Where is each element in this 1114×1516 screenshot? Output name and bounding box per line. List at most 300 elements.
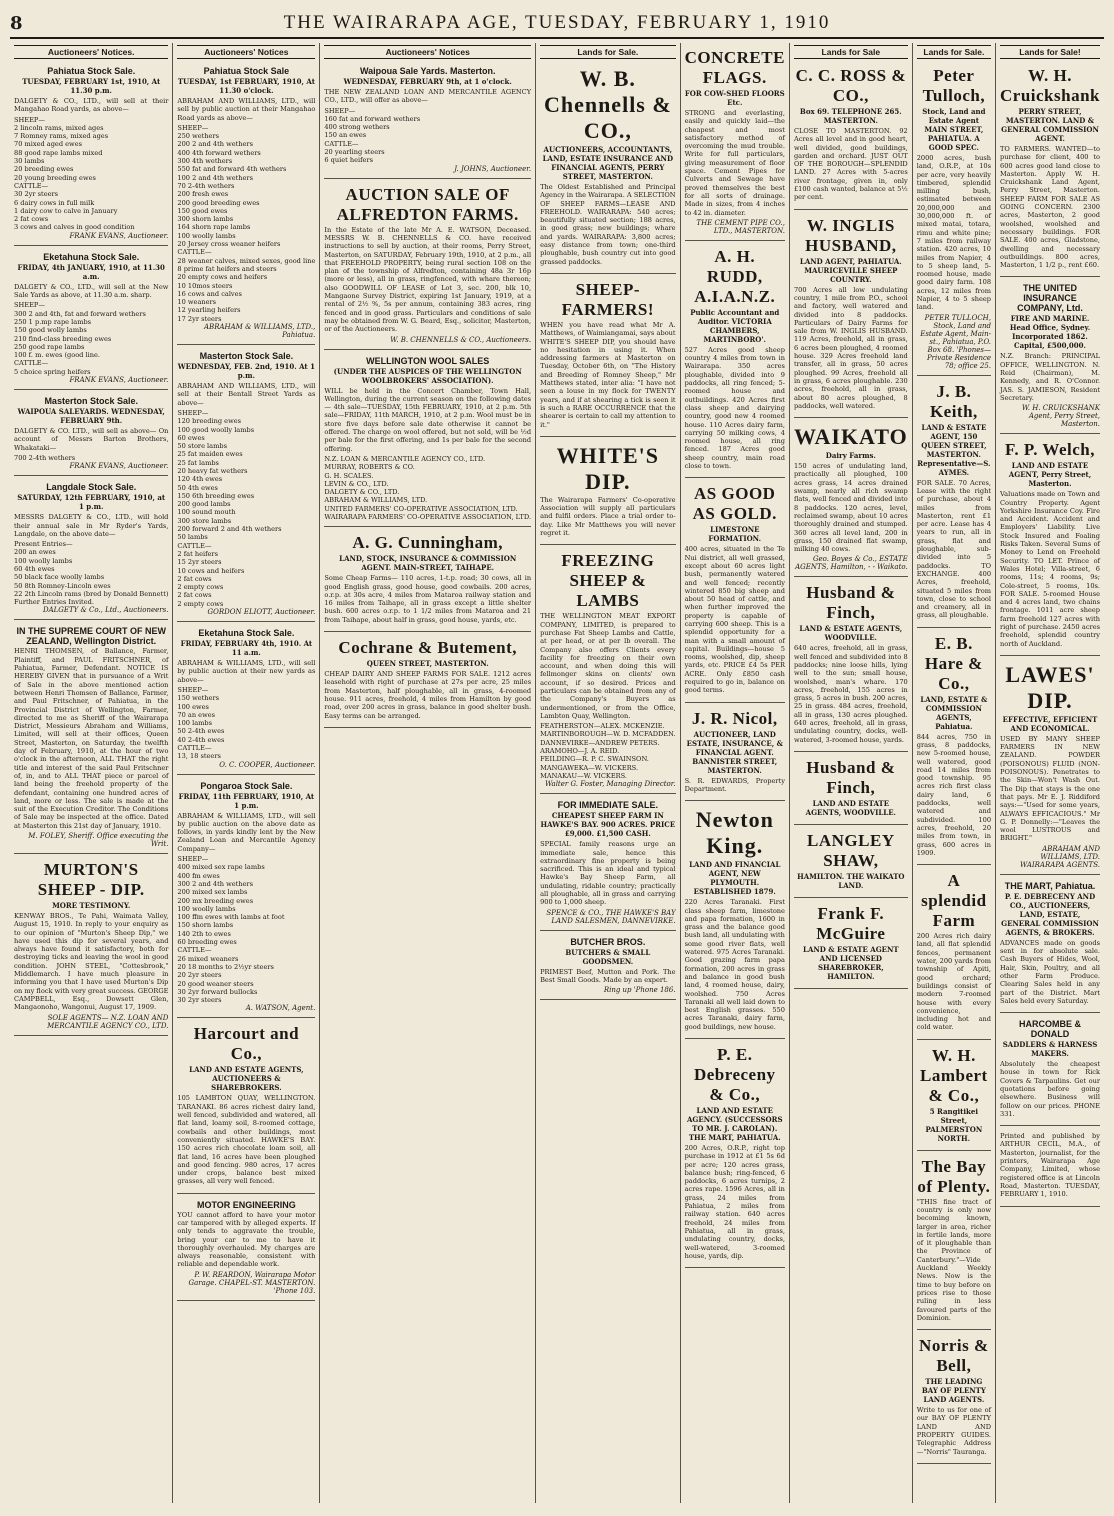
ad-title: Waipoua Sale Yards. Masterton. [359, 66, 496, 76]
advertisement [177, 778, 315, 1019]
ad-body-text: YOU cannot afford to have your motor car tampered with by alleged experts. If only tends to aggravate the trouble, bring your car to me to have it thoroughly overhauled. My charges are always reasonable, consistent with reliable and dependable work. [177, 1210, 316, 1269]
ad-subheading: LAND, ESTATE & COMMISSION AGENTS, Pahiatua. [920, 694, 988, 731]
ad-list-line: 100 ewes [177, 702, 209, 711]
ad-body-text: TO FARMERS. WANTED—to purchase for client, 400 to 600 acres good land close to Masterton. Apply W. H. Cruickshank Land Agent, Perry Street, Masterton. SHEEP FARM FOR SALE AS GOING CONCERN. 2300 acres, Masterton, 2 good woolshed, woolshed and necessary buildings. FOR SALE. 400 acres, Gladstone, dwelling and necessary outbuildings. 800 acres, Masterton, 1 1/2 p., rent £60. [1000, 145, 1100, 270]
ad-title: Pahiatua Stock Sale. [47, 66, 136, 76]
ad-list-line: SHEEP— [177, 855, 209, 864]
advertisement [324, 182, 531, 350]
ad-list-line: SHEEP— [177, 685, 209, 694]
ad-body-text: THE WELLINGTON MEAT EXPORT COMPANY, LIMITED, is prepared to purchase Fat Sheep Lambs and Cattle, at per head, or at per lb overall. The Company also offers Clients every facility for freezing on their own account, and when doing this will fellmonger skins on clients' own account, if so desired. Prices and particulars can be obtained from any of the Company's Buyers as undermentioned, or from the Office, Lambton Quay, Wellington. [540, 612, 676, 720]
advertisement [1000, 63, 1100, 277]
ad-subheading: Box 69. TELEPHONE 265. MASTERTON. [799, 107, 902, 125]
ad-list-line: 2 fat cows [177, 591, 212, 600]
ad-list-line: MANGAWEKA—W. VICKERS. [540, 763, 639, 772]
ad-body-text: Some Cheap Farms— 110 acres, 1-t.p. road; 30 cows, all in good English grass, good house, good cowbails. 200 acres, o.r.p. at 30s acre, 4 miles from Mataroa railway station and 16 miles from Taihape, all in grass except a little shelter bush. 600 acres o.r.p. to 1 1/2 miles from Mataroa and 21 from Taihape, about half in grass, good house, yards, etc. [324, 574, 532, 624]
ad-title: BUTCHER BROS. [570, 936, 646, 947]
ad-signature: P. W. REARDON, Wairarapa Motor Garage. CHAPEL-ST. MASTERTON. 'Phone 103. [188, 1270, 316, 1295]
ad-body-text: 150 acres of undulating land, practically all ploughed, 100 acres grass, 14 acres drained swamp, nearly all rich swamp flats, well fenced and divided into 8 paddocks. 120 acres, level, reclaimed swamp, about 10 acres thoroughly drained and stumped. 360 acres all level land, 200 in grass, 150 drained flat swamp, milking 40 cows. [793, 462, 908, 554]
ad-subheading: FOR COW-SHED FLOORS Etc. [684, 89, 785, 107]
ad-subheading: WEDNESDAY, FEB. 2nd, 1910. At 1 p.m. [177, 362, 315, 381]
ad-body-text: Printed and published by ARTHUR CECIL, M.A., of Masterton, journalist, for the printers, Wairarapa Age Company, Limited, whose registered office is at Lincoln Road, Masterton. TUESDAY, FEBRUARY 1, 1910. [1000, 1132, 1100, 1199]
ad-list-line: 100 good woolly lambs [177, 425, 255, 434]
ad-list-line: 200 forward 2 and 4th wethers [177, 525, 282, 534]
ad-body-text: MESSRS DALGETY & CO., LTD., will hold their annual sale in Mr Ryder's Yards, Langdale, on the above date— [14, 513, 169, 538]
ad-list-line: LEVIN & CO., LTD. [324, 479, 389, 488]
ad-list-line: 300 2 and 4th, fat and forward wethers [14, 309, 146, 318]
advertisement [794, 901, 908, 989]
ad-title: Frank F. McGuire [816, 903, 886, 943]
ad-body-text: In the Estate of the late Mr A. E. WATSON, Deceased. MESSRS W. B. CHENNELLS & CO. have received instructions to sell by auction, at their rooms, Perry Street, Masterton, on SATURDAY, February 19th, 1910, at 2 p.m., all that FREEHOLD PROPERTY, being rural section 108 on the plan of the township of Alfredton, containing 48a 3r 16p (more or less), all in grass, ringfenced, with whare thereon; also GOODWILL OF LEASE of Lot 3, sec. 200, blk 10, Mangaone Survey District, expiring 1st January, 1919, at a rental of 2½ %, 5s per annum, containing 383 acres, ring fenced and in good grass. Particulars and conditions of sale may be obtained from W. G. Beard, Esq., solicitor, Masterton, or of the Auctioneers. [324, 225, 532, 334]
ad-list-line: DALGETY & CO., LTD. [324, 488, 400, 497]
ad-subheading: 5 Rangitikei Street, PALMERSTON NORTH. [925, 1106, 983, 1143]
ad-subheading: LAND AND ESTATE AGENTS, WOODVILLE. [805, 798, 896, 817]
ad-list-line: CATTLE— [177, 248, 212, 257]
ad-list-line: 40 2-4th ewes [177, 735, 225, 744]
ad-body-text: PRIMEST Beef, Mutton and Pork. The Best Small Goods. Made by an expert. [540, 967, 676, 984]
ad-title: Masterton Stock Sale. [44, 396, 138, 407]
ad-body-text: Absolutely the cheapest house in town for Rick Covers & Tarpaulins. Get our quotations before going elsewhere. Business will follow on our prices. PHONE 331. [1000, 1060, 1100, 1118]
ad-list-line: 5 choice spring heifers [14, 367, 91, 376]
ad-list-line: 17 2yr steers [177, 314, 222, 323]
ad-body-text: The Oldest Established and Principal Agency in the Wairarapa. A SELECTION OF SHEEP FARMS—LEASE AND FREEHOLD. WAIRARAPA: 540 acres; beautifully situated section; 188 acres, in good grass; new buildings; whare and yards. WAIRARAPA: 3,800 acres; easy distance from town; one-third ploughable, bush country cut into good grassed paddocks. [540, 183, 676, 266]
ad-title: WHITE'S DIP. [556, 442, 660, 494]
ad-list-line: 20 heavy fat wethers [177, 466, 248, 475]
ad-title: Newton King. [695, 807, 774, 859]
ad-list-line: MANAKAU—W. VICKERS. [540, 771, 628, 780]
advertisement [177, 625, 315, 775]
ad-list-line: SHEEP— [177, 408, 209, 417]
ad-list-line: 30 2yr steers [177, 996, 222, 1005]
advertisement [177, 1197, 315, 1301]
newspaper-title: THE WAIRARAPA AGE, TUESDAY, FEBRUARY 1, 1910 [283, 12, 831, 33]
ad-title: Eketahuna Stock Sale. [198, 628, 295, 639]
ad-title: AUCTION SALE OF ALFREDTON FARMS. [336, 184, 519, 224]
ad-list-line: 70 an ewes [177, 710, 216, 719]
ad-list-line: 160 fat and forward wethers [324, 114, 421, 123]
ad-subheading: EFFECTIVE, EFFICIENT AND ECONOMICAL. [1002, 714, 1098, 733]
ad-list-line: 12 yearling heifers [177, 306, 241, 315]
ad-body-text: ABRAHAM AND WILLIAMS, LTD., will sell by public auction at their Mangahao Road yards as above— [177, 97, 316, 122]
ad-list-line: 50 lambs [177, 533, 208, 542]
advertisement [177, 63, 315, 345]
advertisement [540, 934, 676, 1001]
ad-list-line: 100 woolly lambs [14, 556, 73, 565]
ad-body-text: 200 Acres, O.R.P., right top purchase in 1912 at £1 5s 6d per acre; 120 acres grass, balance bush; ring-fenced, 6 paddocks, 6 acres turnips, 2 acres rape. 1596 Acres, all in grass, 24 miles from Pahiatua, 2 miles from railway station. 640 acres freehold, 24 miles from Pahiatua, all in grass, undulating country, docks, well-watered, 3-roomed house, yards, dip. [684, 1144, 785, 1260]
ad-list-line: MURRAY, ROBERTS & CO. [324, 463, 415, 472]
column-heading: Lands for Sale [794, 45, 908, 59]
advertisement [685, 706, 785, 802]
ad-list-line: 100 sound mouth [177, 508, 236, 517]
ad-title: Pongaroa Stock Sale. [200, 780, 293, 791]
ad-list-line: 210 find-class breeding ewes [14, 334, 112, 343]
column-heading: Lands for Sale. [540, 45, 676, 59]
ad-title: C. C. ROSS & CO., [795, 66, 907, 105]
ad-signature: SOLE AGENTS— N.Z. LOAN AND MERCANTILE AGENCY CO., LTD. [47, 1013, 169, 1030]
column-8 [996, 43, 1104, 1503]
ad-list-line: 20 breeding ewes [14, 165, 74, 174]
ad-body-text: 220 Acres Taranaki. First class sheep farm, limestone and papa formation, 1600 in grass and the balance good bush land, all undulating with some good river flats, well watered. 975 Acres Taranaki. Good grazing farm papa formation, 200 acres in grass and balance in good bush land, 4 roomed house, dairy, woolshed. 750 Acres Taranaki all well laid down to best English grasses. 550 acres Taranaki, dairy farm, good buildings, new house. [684, 898, 785, 1031]
ad-title: A. H. RUDD, A.I.A.N.Z. [694, 246, 776, 306]
ad-signature: O. C. COOPER, Auctioneer. [219, 760, 316, 769]
ad-list-line: 400 strong wethers [324, 123, 390, 132]
ad-list-line: 400 4th forward wethers [177, 148, 261, 157]
ad-subheading: P. E. DEBRECENY AND CO., AUCTIONEERS, LAND, ESTATE, GENERAL COMMISSION AGENTS, & BROKERS. [1001, 891, 1099, 937]
column-6 [790, 43, 913, 1503]
ad-list-line: Further Entries Invited. [14, 598, 94, 607]
ad-title: F. P. Welch, [1005, 440, 1095, 460]
ad-list-line: CATTLE— [14, 359, 49, 368]
ad-title: W. B. Chennells & CO., [543, 66, 672, 143]
ad-list-line: CATTLE— [14, 181, 49, 190]
ad-list-line: 250 wethers [177, 132, 219, 141]
column-1 [10, 43, 173, 1503]
column-grid [10, 43, 1104, 1503]
ad-signature: FRANK EVANS, Auctioneer. [69, 231, 169, 240]
ad-body-text: USED BY MANY SHEEP FARMERS IN NEW ZEALAND. POWDER (POISONOUS) FLUID (NON-POISONOUS). Penetrates to the Skin—Won't Wash Out. The Dip that stays is the one that pays. Mr E. J. Riddiford says:—"Used for some years, ALWAYS EFFICACIOUS." Mr G. P. Donnelly:—"Leaves the wool LUSTROUS and BRIGHT." [1000, 734, 1100, 843]
ad-list-line: 25 fat lambs [177, 458, 219, 467]
ad-list-line: 150 an ewes [324, 131, 367, 140]
ad-body-text: DALGETY & CO., LTD., will sell at their Mangahao Road yards, as above— [14, 97, 169, 114]
ad-title: LANGLEY SHAW, [807, 830, 895, 870]
ad-subheading: FRIDAY, FEBRUARY 4th, 1910. At 11 a.m. [180, 639, 313, 658]
ad-body-text: CLOSE TO MASTERTON. 92 Acres all level and in good heart, well divided, good buildings, garden and orchard. JUST OUT OF THE BOROUGH—SPLENDID LAND. 27 Acres with 5-acres river frontage, given in, only £100 cash wanted, balance at 5½ per cent. [793, 127, 908, 202]
ad-list-line: 22 2th Lincoln rams (bred by Donald Bennett) [14, 589, 169, 598]
ad-title: Pahiatua Stock Sale [203, 66, 290, 76]
ad-subheading: THE LEADING BAY OF PLENTY LAND AGENTS. [921, 1377, 986, 1405]
ad-list-line: 20 Jersey cross weaner heifers [177, 240, 281, 249]
ad-subheading: LAND & ESTATE AGENT, 150 QUEEN STREET, MASTERTON. Representative—S. AYMES. [917, 422, 991, 477]
ad-signature: M. FOLEY, Sheriff. Office executing the Writ. [28, 832, 169, 848]
ad-subheading: FRIDAY, 4th JANUARY, 1910, at 11.30 a.m. [17, 262, 165, 281]
ad-subheading: HAMILTON. THE WAIKATO LAND. [797, 871, 905, 890]
ad-subheading: LIMESTONE FORMATION. [708, 525, 762, 544]
ad-title: MURTON'S SHEEP - DIP. [37, 860, 145, 899]
ad-body-text: 2000 acres, bush land, O.R.P., at 10s per acre, very heavily timbered, splendid milling bush, estimated between 20,000,000 and 30,000,000 ft. of mixed matai, totara, rimu and white pine; 7 miles from railway station. 420 acres, 10 miles from Napier, 4 to 5 sheep land, 5-roomed house, made good dairy farm. 108 acres, 12 miles from Napier, 4 to 5 sheep land. [916, 154, 992, 312]
advertisement [1000, 878, 1100, 1013]
ad-signature: Ring up 'Phone 186. [603, 986, 676, 995]
advertisement [324, 635, 531, 728]
ad-body-text: 400 acres, situated in the Te Nui district, all well grassed, except about 60 acres light bush, permanently watered and well fenced; recently wintered 850 big sheep and about 50 head of cattle, and when further improved the property is capable of carrying 600 sheep. This is a splendid opportunity for a man with a small amount of capital. Buildings—house 5 rooms, woolshed, dip, sheep yards, etc. PRICE £4 5s PER ACRE. Only £850 cash required to go in, balance on good terms. [684, 545, 785, 695]
ad-subheading: SATURDAY, 12th FEBRUARY, 1910, at 1 p.m. [17, 493, 166, 512]
ad-subheading: LAND, STOCK, INSURANCE & COMMISSION AGENT. MAIN-STREET, TAIHAPE. [339, 554, 517, 573]
ad-subheading: Dairy Farms. [825, 451, 876, 461]
ad-list-line: 2 lincoln rams, mixed ages [14, 123, 104, 132]
ad-list-line: 120 4th ewes [177, 475, 223, 484]
ad-list-line: 30 lambs [14, 157, 45, 166]
ad-list-line: 8 prime fat heifers and steers [177, 264, 277, 273]
ad-list-line: 20 18 months to 2½yr steers [177, 962, 274, 971]
ad-title: Cochrane & Butement, [338, 638, 517, 658]
ad-list-line: 50 8th Romney-Lincoln ewes [14, 581, 111, 590]
ad-title: MOTOR ENGINEERING [196, 1199, 296, 1210]
advertisement [14, 479, 168, 620]
ad-subheading: TUESDAY, FEBRUARY 1st, 1910, At 11.30 p.m. [22, 77, 161, 95]
ad-list-line: 2 fat cows [177, 574, 212, 583]
ad-list-line: Present Entries— [14, 540, 73, 549]
ad-list-line: 16 cows and calves [177, 289, 242, 298]
ad-signature: J. JOHNS, Auctioneer. [454, 164, 532, 173]
ad-list-line: 50 store lambs [177, 442, 227, 451]
ad-list-line: 20 2yr steers [177, 971, 222, 980]
ad-subheading: AUCTIONEER, LAND ESTATE, INSURANCE, & FINANCIAL AGENT. BANNISTER STREET, MASTERTON. [686, 729, 783, 775]
advertisement [917, 1333, 991, 1464]
column-5 [681, 43, 790, 1503]
ad-list-line: 400 fm ewes [177, 871, 220, 880]
ad-title: Eketahuna Stock Sale. [43, 251, 140, 262]
ad-list-line: 3 cows and calves in good condition [14, 223, 135, 232]
ad-subheading: Public Accountant and Auditor. VICTORIA CHAMBERS, MARTINBORO'. [690, 307, 780, 344]
ad-body-text: 844 acres, 750 in grass, 8 paddocks, new 5-roomed house, well watered, good road 14 miles from good township. 95 acres rich first class dairy land, 6 paddocks, well watered and subdivided. 100 acres, freehold, 20 miles from town, in grass, 600 acres in 1909. [916, 732, 992, 857]
ad-signature: W. H. CRUICKSHANK Agent, Perry Street, Masterton. [1021, 404, 1100, 429]
ad-title: P. E. Debreceny & Co., [693, 1045, 776, 1104]
ad-subheading: LAND AND ESTATE AGENCY. (SUCCESSORS TO MR. J. CAROLAN). THE MART, PAHIATUA. [686, 1106, 783, 1142]
advertisement [794, 580, 908, 752]
ad-signature: THE CEMENT PIPE CO., LTD., MASTERTON. [696, 218, 785, 235]
ad-list-line: 150 good wolly lambs [14, 326, 87, 335]
ad-body-text: SPECIAL family reasons urge an immediate sale, hence this extraordinary fine property is being sacrificed. This is an ideal and typical Hawke's Bay Sheep Farm, all undulating, ridable country; practically all ploughable, all in grass and carrying 900 to 1,000 sheep. [540, 840, 676, 907]
ad-title: SHEEP-FARMERS! [561, 279, 655, 319]
ad-title: IN THE SUPREME COURT OF NEW ZEALAND, Wellington District. [16, 626, 166, 647]
advertisement [1000, 659, 1100, 875]
ad-title: A. G. Cunningham, [352, 533, 504, 553]
ad-list-line: CATTLE— [324, 139, 359, 148]
ad-body-text: Write to us for one of our BAY OF PLENTY LAND AND PROPERTY GUIDES. Telegraphic Address—"Norris" Tauranga. [916, 1406, 992, 1456]
ad-list-line: 150 good ewes [177, 206, 228, 215]
ad-subheading: BUTCHERS & SMALL GOODSMEN. [565, 947, 651, 966]
ad-list-line: 25 fat maiden ewes [177, 450, 243, 459]
advertisement [917, 63, 991, 376]
ad-body-text: STRONG and everlasting, easily and quickly laid—the cheapest and most satisfactory method of overcoming the mud trouble. Write for full particulars, giving measurement of floor space. Cement Pipes for Culverts and Sewage have proved themselves the best for all sorts of drainage. Made in sizes, from 4 inches to 42 in. diameter. [684, 109, 785, 217]
ad-body-text: CHEAP DAIRY AND SHEEP FARMS FOR SALE. 1212 acres leasehold with right of purchase at 27s per acre, 25 miles from Masterton, half ploughable, all in grass, 4-roomed house. 911 acres, freehold, 4 miles from Hamilton by good road, over 200 acres in grass, balance in good shelter bush. Easy terms can be arranged. [324, 670, 532, 720]
ad-list-line: 88 good rape lambs mixed [14, 148, 103, 157]
ad-list-line: 550 fat and forward 4th wethers [177, 165, 287, 174]
column-heading: Auctioneers' Notices [324, 45, 531, 59]
ad-list-line: FEATHERSTON—ALEX. MCKENZIE. [540, 722, 665, 731]
ad-list-line: CATTLE— [177, 541, 212, 550]
ad-list-line: 26 mixed weaners [177, 954, 239, 963]
ad-body-text: DALGETY & CO. LTD., will sell as above— On account of Messrs Barton Brothers, Whakataki— [14, 427, 169, 452]
ad-list-line: 1 dairy cow to calve in January [14, 206, 118, 215]
ad-list-line: ARAMOHO—J. A. REID. [540, 747, 620, 756]
ad-title: THE MART, Pahiatua. [1004, 880, 1096, 891]
column-heading: Auctioneers' Notices [177, 45, 315, 59]
ad-list-line: 300 store lambs [177, 516, 232, 525]
ad-subheading: Stock, Land and Estate Agent MAIN STREET, PAHIATUA. A GOOD SPEC. [922, 107, 986, 152]
ad-subheading: LAND AND ESTATE AGENT, Perry Street, Masterton. [1008, 461, 1092, 489]
ad-list-line: 200 2 and 4th wethers [177, 140, 253, 149]
ad-title: AS GOOD AS GOLD. [692, 484, 777, 524]
ad-list-line: 50 2-4th ewes [177, 727, 225, 736]
advertisement [540, 548, 676, 794]
ad-title: Husband & Finch, [806, 757, 896, 797]
ad-body-text: 700 Acres all low undulating country, 1 mile from P.O., school and factory, well watered and divided into 8 paddocks. Particulars of Dairy Farms for sale from W. INGLIS HUSBAND. 119 Acres, freehold, all in grass, 6 acres been ploughed, 4 roomed house. 329 Acres freehold land transfer, all in grass, 50 acres ploughed. 99 Acres, freehold all in grass, 6 acres ploughable. 230 acres, freehold, all in grass, about 80 acres ploughed, 8 paddocks, well watered. [793, 285, 908, 410]
advertisement [540, 797, 676, 930]
ad-list-line: 2 fat heifers [177, 549, 218, 558]
ad-list-line: G. H. SCALES. [324, 471, 374, 480]
ad-list-line: 10 weaners [177, 298, 217, 307]
advertisement [794, 828, 908, 898]
ad-body-text: DALGETY & CO., LTD., will sell at the New Sale Yards as above, at 11.30 a.m. sharp. [14, 282, 169, 300]
ad-list-line: 6 dairy cows in full milk [14, 198, 95, 207]
ad-title: A splendid Farm [921, 871, 987, 931]
ad-body-text: ABRAHAM AND WILLIAMS, LTD., will sell at their Bentall Street Yards as above— [177, 382, 316, 407]
ad-subheading: (UNDER THE AUSPICES OF THE WELLINGTON WOOLBROKERS' ASSOCIATION). [333, 366, 522, 385]
ad-subheading: PERRY STREET, MASTERTON. LAND & GENERAL COMMISSION AGENT. [1001, 107, 1099, 143]
ad-subheading: WAIPOUA SALEYARDS. WEDNESDAY, FEBRUARY 9th. [17, 407, 165, 426]
ad-list-line: 200 mixed sex lambs [177, 888, 248, 897]
ad-list-line: 300 2 and 4th wethers [177, 879, 253, 888]
ad-subheading: LAND AGENT, PAHIATUA. MAURICEVILLE SHEEP COUNTRY. [799, 256, 902, 284]
advertisement [917, 379, 991, 628]
ad-signature: ABRAHAM & WILLIAMS, LTD., Pahiatua. [204, 323, 316, 340]
ad-title: Peter Tulloch, [922, 66, 986, 105]
ad-signature: PETER TULLOCH, Stock, Land and Estate Agent, Main-st., Pahiatua, P.O. Box 68. 'Phones—Private Residence 78; office 25. [920, 313, 992, 370]
ad-list-line: SHEEP— [324, 106, 356, 115]
ad-list-line: MARTINBOROUGH—W. D. MCFADDEN. [540, 730, 676, 739]
ad-signature: Geo. Boyes & Co., ESTATE AGENTS, Hamilton, - - Waikato. [795, 555, 908, 572]
advertisement [177, 348, 315, 622]
ad-title: WELLINGTON WOOL SALES [366, 355, 490, 366]
advertisement [917, 631, 991, 865]
ad-signature: FRANK EVANS, Auctioneer. [69, 462, 169, 471]
ad-list-line: 2 empty cows [177, 583, 224, 592]
ad-list-line: UNITED FARMERS' CO-OPERATIVE ASSOCIATION, LTD. [324, 504, 518, 513]
ad-signature: W. B. CHENNELLS & CO., Auctioneers. [390, 335, 532, 344]
ad-body-text: THE NEW ZEALAND LOAN AND MERCANTILE AGENCY CO., LTD., will offer as above— [324, 88, 532, 105]
ad-list-line: 400 mixed sex rape lambs [177, 863, 265, 872]
ad-list-line: 20 empty cows and heifers [177, 273, 268, 282]
ad-body-text: N.Z. Branch: PRINCIPAL OFFICE, WELLINGTON. N. Reid (Chairman), M. Kennedy, and R. O'Connor. JAS. S. JAMIESON, Resident Secretary. [1000, 352, 1100, 402]
ad-list-line: 13, 18 steers [177, 752, 221, 761]
column-heading: Lands for Sale. [917, 45, 991, 59]
ad-list-line: 60 4th ewes [14, 564, 55, 573]
ad-list-line: 200 mx breeding ewes [177, 896, 254, 905]
ad-list-line: 250 good rape lambs [14, 342, 85, 351]
ad-body-text: S. R. EDWARDS, Property Department. [684, 776, 785, 793]
ad-body-text: WILL be held in the Concert Chamber, Town Hall, Wellington, during the current season on the following dates— 4th sale—TUESDAY, 15th FEBRUARY, 1910, at 2 p.m. 5th sale—FRIDAY, 11th MARCH, 1910, at 2 p.m. Wool must be in store five days before sale date otherwise it cannot be offered. The charge on wool offered, but not sold, will be ½d per bale for the first offering, and 1s per bale for the second offering. [324, 386, 532, 453]
advertisement [324, 530, 531, 632]
column-7 [913, 43, 996, 1503]
ad-subheading: FRIDAY, 11th FEBRUARY, 1910, At 1 p.m. [178, 791, 315, 810]
ad-list-line: 2 fat cows [14, 215, 49, 224]
ad-subheading: LAND AND FINANCIAL AGENT, NEW PLYMOUTH. ESTABLISHED 1879. [689, 860, 781, 897]
advertisement [794, 421, 908, 577]
ad-list-line: 10 cows and heifers [177, 566, 245, 575]
column-3 [320, 43, 536, 1503]
advertisement [917, 868, 991, 1040]
ad-list-line: SHEEP— [14, 301, 45, 310]
advertisement [14, 857, 168, 1036]
ad-title: THE UNITED INSURANCE COMPANY, Ltd. [1017, 283, 1083, 314]
ad-list-line: 50 4th ewes [177, 483, 218, 492]
ad-body-text: 200 Acres rich dairy land, all flat splendid fences, permanent water, 200 yards from township of Apiti, good orchard; buildings consist of modern 7-roomed house with every convenience, including hot and cold water. [916, 932, 992, 1032]
ad-title: Masterton Stock Sale. [199, 351, 294, 362]
ad-subheading: MORE TESTIMONY. [52, 901, 131, 910]
ad-list-line: 30 2yr forward bullocks [177, 987, 258, 996]
advertisement [685, 481, 785, 702]
ad-subheading: LAND AND ESTATE AGENTS, AUCTIONEERS & SHAREBROKERS. [189, 1065, 304, 1093]
advertisement [794, 213, 908, 418]
ad-title: J. R. Nicol, [691, 708, 778, 728]
column-4 [536, 43, 681, 1503]
ad-body-text: ABRAHAM & WILLIAMS, LTD., will sell by public auction at their new yards as above— [177, 659, 316, 684]
ad-title: FOR IMMEDIATE SALE. [557, 800, 658, 811]
advertisement [14, 63, 168, 246]
ad-list-line: 200 an ewes [14, 548, 56, 557]
ad-body-text: 640 acres, freehold, all in grass, well fenced and subdivided into 8 paddocks; nine loose hills, lying well to the sun; small house, woolshed, man's whare. 170 acres, freehold, 155 acres in grass, 5 acres in bush. 200 acres, 25 in grass. 484 acres, freehold, all in grass, 130 acres ploughed. 640 acres, freehold, all in grass, undulating country, docks, well-watered, 3-roomed house, yards. [793, 644, 908, 744]
ad-title: Harcourt and Co., [193, 1024, 300, 1064]
ad-title: FREEZING SHEEP & LAMBS [561, 551, 655, 611]
ad-list-line: 70 mixed aged ewes [14, 140, 82, 149]
ad-list-line: 60 breeding ewes [177, 938, 237, 947]
masthead [10, 8, 1104, 39]
ad-signature: Walter G. Foster, Managing Director. [544, 780, 676, 789]
advertisement [1000, 280, 1100, 434]
ad-body-text: Valuations made on Town and Country Property. Agent Yorkshire Insurance Coy. Fire and Accident. Accident and Employers' Liability. Live Stock Insured and Foaling Risks Taken. Several Sums of Money to Lend on Freehold Security. TO LET. Prince of Wales Hotel; Villa-street, 6 rooms, 11s; 4 rooms, 9s; Cole-street, 5 rooms, 10s. FOR SALE. 5-roomed House and 4 acres land, two chains frontage. 1011 acre sheep farm freehold 127 acres with right of purchase. 2450 acres freehold, splendid country north of Auckland. [1000, 490, 1100, 648]
advertisement [540, 277, 676, 437]
ad-list-line: 10 10mos steers [177, 281, 233, 290]
ad-list-line: 50 black face woolly lambs [14, 573, 105, 582]
ad-list-line: SHEEP— [14, 115, 45, 124]
ad-signature: ABRAHAM AND WILLIAMS, LTD. WAIRARAPA AGENTS. [1020, 844, 1100, 869]
ad-title: Husband & Finch, [806, 583, 896, 623]
ad-title: Norris & Bell, [919, 1336, 989, 1376]
ad-body-text: WHEN you have read what Mr A. Matthews, of Waimiangamai, says about WHITE'S SHEEP DIP, you should have no hesitation in using it. When addressing farmers at Masterton on Tuesday, October 6th, on "The History and Breeding of Romney Sheep," Mr Matthews stated, inter alia: "I have not seen a louse in my flock for TWENTY years, and if at shearing a tick is seen it is such a RARE OCCURRENCE that the shearer is certain to call my attention to it." [540, 320, 676, 429]
ad-list-line: 20 young breeding ewes [14, 173, 96, 182]
ad-title: W. H. Lambert & Co., [920, 1045, 988, 1105]
ad-subheading: TUESDAY, 1st FEBRUARY, 1910, At 11.30 o'clock. [177, 77, 315, 95]
ad-title: HARCOMBE & DONALD [1019, 1019, 1081, 1040]
advertisement [794, 63, 908, 210]
ad-list-line: 200 fresh ewes [177, 190, 229, 199]
ad-subheading: WEDNESDAY, FEBRUARY 9th, at 1 o'clock. [343, 77, 512, 86]
ad-list-line: 150 6th breeding ewes [177, 491, 255, 500]
ad-list-line: 20 yearling steers [324, 148, 385, 157]
ad-list-line: 6 quiet heifers [324, 156, 373, 165]
ad-list-line: 164 shorn rape lambs [177, 223, 251, 232]
ad-body-text: The Wairarapa Farmers' Co-operative Association will supply all particulars and fulfil orders. Place a trial order to-day. Like Mr Matthews you will never regret it. [540, 495, 676, 538]
ad-body-text: ABRAHAM & WILLIAMS, LTD., will sell by public auction on the above date as follows, in yards kindly lent by the New Zealand Loan and Mercantile Agency Company— [177, 811, 316, 853]
advertisement [14, 623, 168, 854]
ad-signature: DALGETY & Co., Ltd., Auctioneers. [42, 606, 169, 615]
ad-list-line: SHEEP— [177, 123, 209, 132]
ad-list-line: 100 woolly lambs [177, 904, 236, 913]
advertisement [794, 755, 908, 825]
advertisement [685, 804, 785, 1039]
advertisement [917, 1154, 991, 1330]
ad-list-line: DANNEVIRKE—ANDREW PETERS. [540, 738, 660, 747]
ad-body-text: HENRI THOMSEN, of Ballance, Farmer, Plaintiff, and PAUL FRITSCHNER, of Pahiatua, Farmer, Defendant. NOTICE IS HEREBY GIVEN that in pursuance of a Writ of Sale in the above mentioned action between Henri Thomsen of Ballance, Farmer, and Paul Fritschner, of Pahiatua, in the Provincial District of Wellington, Farmer, directed to me as Sheriff of the Wairarapa District, Messieurs Abraham and Williams, Limited, will sell at their offices, Queen Street, Masterton, on Saturday, the twelfth day of February, 1910, at the hour of two o'clock in the afternoon, ALL THAT the right title and interest of the said Paul Fritschner of, in, and to ALL THAT piece or parcel of land being the freehold property of the defendant, containing one hundred acres of land, more or less. The sale is made at the suit of the Execution Creditor. The Conditions of Sale may be inspected at the office. Dated at Masterton this 21st day of January, 1910. [14, 647, 169, 830]
column-heading: Auctioneers' Notices. [14, 45, 168, 59]
ad-list-line: FEILDING—R. P. C. SWAINSON. [540, 755, 649, 764]
ad-signature: FRANK EVANS, Auctioneer. [69, 376, 169, 385]
ad-title: E. B. Hare & Co., [924, 633, 983, 693]
advertisement [685, 45, 785, 241]
ad-body-text: 527 Acres good sheep country 4 miles from town in Wairarapa. 350 acres ploughable, divided into 9 paddocks, all ring fenced; 5-roomed house and outbuildings. 420 Acres first class sheep and dairying country, good new 4 roomed house. 110 Acres dairy farm, carrying 50 milking cows, 4 roomed house, all ring fenced. 187 Acres good sheep country, main road close to town. [684, 345, 785, 471]
ad-list-line: 150 wethers [177, 694, 219, 703]
advertisement [1000, 1129, 1100, 1206]
ad-signature: A. WATSON, Agent. [245, 1004, 316, 1013]
advertisement [14, 249, 168, 390]
advertisement [324, 63, 531, 179]
ad-list-line: 100 f. m. ewes (good line. [14, 351, 100, 360]
ad-list-line: 100 2 and 4th wethers [177, 173, 253, 182]
ad-signature: GORDON ELIOTT, Auctioneer. [207, 608, 316, 617]
column-heading: Lands for Sale! [1000, 45, 1100, 59]
advertisement [685, 244, 785, 478]
ad-subheading: SADDLERS & HARNESS MAKERS. [1002, 1040, 1098, 1059]
ad-list-line: 300 4th wethers [177, 157, 233, 166]
